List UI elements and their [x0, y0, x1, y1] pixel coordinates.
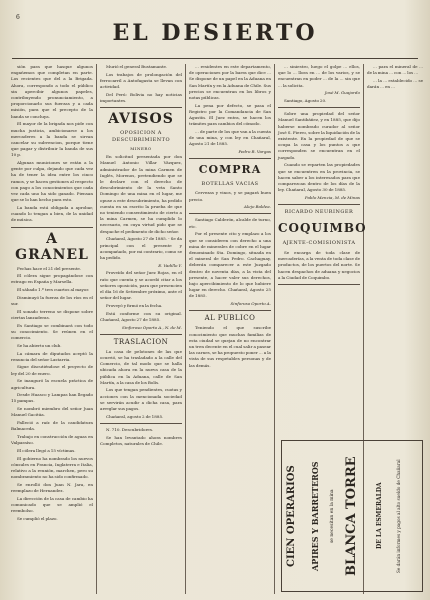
paragraph: Santiago, Agosto 20.: [284, 98, 327, 104]
paragraph: ... la ... establecido ... se darán ... en ...: [367, 77, 423, 90]
masthead-rule: [12, 58, 418, 59]
masthead: [0, 6, 430, 58]
ad-line: Se darán informes y pagos al alto sueldo de Chañaral: [396, 459, 401, 573]
news-item: Murió el general Bustamante.: [106, 64, 168, 69]
news-item: Disminuyó la fuerza de los ríos en el sur.: [11, 294, 93, 307]
signature: José M. Guajardo: [324, 90, 360, 96]
notice-heading-traslacion: TRASLACION: [113, 337, 169, 346]
signature: E. Vadillo Y.: [158, 262, 182, 268]
divider: [189, 158, 271, 159]
paragraph: Sobre una propiedad del señor Manuel Santibáñez, y en 1885, que dijo haberse nombrado curador al señor José S. Fierro, sobre la liquidación de la existente. En la propiedad de que se ocupa la casa y los puntos a que corresponden se encuentran en el juzgado.: [278, 111, 360, 160]
news-item: La dirección de la casa de cambio ha comunicado que se amplió el reembolso.: [11, 495, 93, 514]
paragraph: Chañaral, Agosto 27 de 1885. - Se da principal con el presente y acompañado, por mi contrario, como se ha pedido.: [100, 236, 182, 260]
news-item: Se enrolló don Juan N. Jara, en reemplazo de Hernandez.: [11, 481, 93, 494]
signature: Sinforoso Oporto A.: [230, 301, 271, 307]
advertiser-name: RICARDO NEURINGER: [284, 209, 354, 216]
paragraph: Chañaral, agosto 2 de 1885.: [106, 413, 164, 419]
paragraph: Cervezas y vinos, y se pagará buen precio.: [189, 190, 271, 202]
ad-headline: CIEN OPERARIOS: [286, 465, 297, 567]
news-item: Trabajo en construcción de aguas en Valparaíso.: [11, 433, 93, 446]
ad-line: APIRES Y BARRETEROS: [310, 461, 320, 571]
section-heading-compra: COMPRA: [198, 163, 262, 177]
paragraph: Algunas municiones se están a la gente por culpa, dejando que cada vez ha de tener la idea entre los cinco ramos, y se hacen gestiones al respecto con pago a los conocimientos que cada vez cada uno ha sido ganado. Piensan que se lo han hecho para esto.: [11, 160, 93, 203]
notice-subheading: BOTELLAS VACIAS: [201, 181, 259, 188]
paragraph: Por el presente cito y emplazo a los que se consideren con derecho a una mina de minerales de cobre en el lugar denominado Sta. Domingo, situada en el mineral de San Pedro. Cachaguay, deberán comparecer a este Juzgado dentro de noventa días, a la vista del presente, a hacer valer sus derechos, bajo apercibimiento de lo que hubiere lugar en derecho. Chañaral, Agosto 25 de 1885.: [189, 231, 271, 299]
signature: Pedro R. Vargas: [238, 149, 271, 155]
page-number: 6: [16, 14, 20, 21]
news-item: Se inauguró la escuela práctica de agricultura.: [11, 378, 93, 390]
news-item: Es Santiago se combinará con todo su conocimiento. Se reúnen en el comercio.: [11, 322, 93, 341]
news-item: Los trabajos de prolongación del ferrocarril a Antofagasta se llevan con actividad.: [100, 71, 182, 90]
paragraph: Teniendo el que suscribe conocimiento que muchas familias de esta ciudad se quejan de no encontrar un tren decente en el cual salir a pasear las carnes, se ha propuesto poner ... a la vista de sus respetables personas y de las demás.: [189, 325, 271, 368]
paragraph: Proveyó y firmó en la fecha.: [106, 302, 163, 308]
mine-workers-advertisement: [281, 440, 423, 592]
divider: [100, 107, 182, 108]
paragraph: sión para que hasque algunos engañemos que completan en parte. Los recientes que del a la Brigada. Ahora, correspondo a todo el público sin apercibir algunos papeles, contribuyendo pronunciamiento, a proporcionarlo sus fuerzas y a cada misión, para que el precepto de la banda se concluya.: [11, 64, 93, 119]
divider: [189, 310, 271, 311]
paragraph: N. 710. Descubridores.: [106, 426, 154, 432]
paragraph: Los que tengan pendientes, cuotas y acciones con la mencionada sociedad se servirán acudir a dicha casa, para arreglar sus pagos.: [100, 387, 182, 412]
paragraph: Santiago Calderón, alcalde de turno, etc.: [189, 217, 271, 229]
paragraph: Proveído del señor Juez Rojas, en el rato que cuenta y se acordó citar a los señores oposición, para que presencien el día 16 de Setiembre próximo, ante el señor del lugar.: [100, 270, 182, 301]
paragraph: El mayor de la brigada nos pide con mucha justicia, ambicionarse a los mercaderes a la banda se sirvan cancelar su subvencion, porque tiene que pagar y distribuir la banda de sus 10 p.: [11, 121, 93, 158]
paragraph: ... para el mineral de ... de la mina ... con ... los ...: [367, 64, 423, 76]
column-4: [278, 64, 367, 288]
news-item: Se cumplió el plazo.: [17, 515, 58, 521]
signature: Alejo Baldea.: [244, 204, 271, 210]
column-2: [100, 64, 182, 449]
news-item: El cólera llegó a 15 víctimas.: [17, 447, 76, 453]
paragraph: ... siniestro, luego el golpe ... ellos, que lo ... llora en ... de los varios, y se encuentran en poder ... de la ... sin que ... la solicita.: [278, 64, 360, 88]
paragraph: ... residentes en este departamento, de operaciones por la barra que dice ... Se dispone de un papel en la Aduana en San Martín y en la Aduana de Chile. Sus precios se encuentran en los libros y notas públicas.: [189, 64, 271, 101]
city-heading-coquimbo: COQUIMBO: [278, 221, 367, 236]
paragraph: Se han levantado ahora nombres Completos, naturales de Chile.: [100, 434, 182, 446]
divider: [278, 284, 360, 285]
newspaper-title: EL DESIERTO: [112, 20, 318, 46]
paragraph: La pena por defecto, se pasa el Registro por la Comandancia de San Agustín. El Juez entra, se hacen los trámites para cambios del cómodo.: [189, 102, 271, 127]
section-heading-a-granel: A GRANEL: [15, 230, 89, 263]
signature: Pablo Menzia, M. de Minas: [304, 194, 360, 200]
divider: [100, 423, 182, 424]
news-item: Desde Huasco y Lampas han llegado 15 pampas.: [11, 392, 93, 404]
news-item: El cólera sigue propagándose con estrago en España y Marsella.: [11, 273, 93, 285]
mine-name: BLANCA TORRE: [344, 456, 359, 576]
news-item: Del Perú: Bolivia no hay noticias importantes.: [100, 91, 182, 104]
column-divider: [96, 64, 97, 594]
notice-subheading: MINERO: [130, 146, 152, 152]
news-item: Se nombró miembro del señor Juan Manuel Gacitúa.: [11, 406, 93, 418]
news-item: Falleció a raíz de la candidatura Balmaceda.: [11, 420, 93, 432]
column-divider: [185, 64, 186, 594]
news-item: Sigue discutiéndose el proyecto de ley del 20 de enero.: [11, 364, 93, 376]
ad-line: se necesitan en la mina: [330, 489, 335, 543]
paragraph: Fechas hace el 21 del presente.: [17, 265, 82, 271]
ad-line: DE LA ESMERALDA: [376, 482, 383, 550]
notice-heading: OPOSICION A DESCUBRIMIENTO: [111, 130, 171, 144]
signature: Sinforoso Oporto A., N. de M.: [122, 324, 182, 330]
news-item: El sábado 1.º tres cuartos al mayor.: [17, 287, 90, 293]
paragraph: La banda está obligada a aprobar, cuando lo tengan a bien, de la unidad de música.: [11, 204, 93, 223]
news-item: La cámara de diputados aceptó la renuncia del señor Lastarria.: [11, 350, 93, 362]
paragraph: Cuando se reparten las propiedades que se encuentren en la provincia, se hacen saber a los interesados para que comparezcan dentro de los días de la ley. Chañaral, Agosto 30 de 1885.: [278, 162, 360, 193]
paragraph: ... de parte de los que van a la cuenta de una mina, y con ley en Chañaral, Agosto 21 de 1885.: [189, 129, 271, 147]
column-3: [189, 64, 271, 370]
divider: [100, 334, 182, 335]
paragraph: Está conforme con su original. Chañaral, Agosto 27 de 1885.: [100, 310, 182, 322]
paragraph: Se encarga de toda clase de mercaderías, a la venta de toda clase de productos, de los puertos del norte. Se hacen despachos de aduana y negocios a la Ciudad de Coquimbo.: [278, 250, 360, 280]
divider: [11, 227, 93, 228]
column-divider: [274, 64, 275, 594]
divider: [278, 107, 360, 108]
news-item: El sonado terreno se dispone sobre ciertas lanzaderas.: [11, 308, 93, 320]
paragraph: La casa de pelotones de las que ocurrió, se ha trasladado a la calle del Comercio, de tal modo que se halla ubicada ahora en la nueva casa de la pública en la Aduana, calle de San Martín, a la casa de los Bolís.: [100, 348, 182, 385]
news-item: El gobierno ha nombrado los nuevos cónsules en Francia, Inglaterra e Italia, relativo a la reunión, marchen, pero su nombramiento no ha sido confirmado.: [11, 455, 93, 480]
notice-heading-al-publico: AL PUBLICO: [204, 314, 256, 323]
column-1: [11, 64, 93, 524]
divider: [278, 204, 360, 205]
section-heading-avisos: AVISOS: [108, 111, 174, 128]
divider: [189, 213, 271, 214]
news-item: Se ha abierto un club.: [17, 342, 62, 348]
column-5: [367, 64, 423, 92]
notice-subheading: AJENTE-COMISIONISTA: [282, 240, 356, 247]
paragraph: En solicitud presentada por don Manuel Antonio Villar Vázquez, administrador de la mina Carmen de Inglés, Morenos, pretendiendo que se le declare con el derecho de descubrimiento de la veta Santo Domingo de una mina en el lugar, me opuse a este descubrimiento, ha pedido cuenta en su escrito la prueba de que no teniendo consentimiento de cierto a la mina Carmen, se ha cumplido lo necesario, en cuya virtud pido que se despache el pedimento de dicho señor.: [100, 154, 182, 234]
